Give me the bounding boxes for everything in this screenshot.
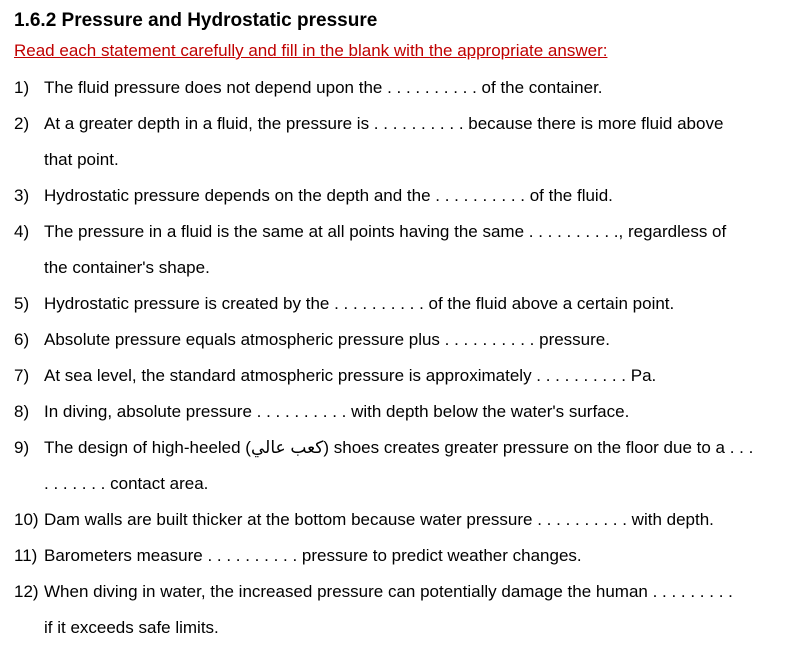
question-number: 3) <box>14 186 30 205</box>
question-text: . . . . . . . contact area. <box>44 474 209 493</box>
question-number: 12) <box>14 582 39 601</box>
question-text: At a greater depth in a fluid, the pressure is . . . . . . . . . . because there is more fluid above <box>44 114 724 133</box>
question-number: 7) <box>14 366 30 385</box>
question-number: 1) <box>14 78 30 97</box>
question-text: Barometers measure . . . . . . . . . . pressure to predict weather changes. <box>44 546 582 565</box>
question-number: 2) <box>14 114 30 133</box>
question-text: When diving in water, the increased pressure can potentially damage the human . . . . . . . . . <box>44 582 733 601</box>
question-text: Absolute pressure equals atmospheric pressure plus . . . . . . . . . . pressure. <box>44 330 610 349</box>
question-number: 6) <box>14 330 30 349</box>
question-number: 8) <box>14 402 30 421</box>
section-heading: 1.6.2 Pressure and Hydrostatic pressure <box>14 10 378 31</box>
question-text: Hydrostatic pressure depends on the depth and the . . . . . . . . . . of the fluid. <box>44 186 613 205</box>
question-text: The pressure in a fluid is the same at all points having the same . . . . . . . . . ., regardless of <box>44 222 727 241</box>
instruction-text: Read each statement carefully and fill in the blank with the appropriate answer: <box>14 41 608 60</box>
question-number: 10) <box>14 510 39 529</box>
question-text: that point. <box>44 150 119 169</box>
question-text: The design of high-heeled (كعب عالي) shoes creates greater pressure on the floor due to a . . . <box>44 438 754 457</box>
question-text: At sea level, the standard atmospheric pressure is approximately . . . . . . . . . . Pa. <box>44 366 657 385</box>
question-number: 4) <box>14 222 30 241</box>
question-text: The fluid pressure does not depend upon the . . . . . . . . . . of the container. <box>44 78 603 97</box>
question-text: the container's shape. <box>44 258 210 277</box>
question-text: Dam walls are built thicker at the bottom because water pressure . . . . . . . . . . with depth. <box>44 510 714 529</box>
question-text: In diving, absolute pressure . . . . . . . . . . with depth below the water's surface. <box>44 402 630 421</box>
question-text: if it exceeds safe limits. <box>44 618 219 637</box>
question-number: 11) <box>14 546 38 565</box>
question-number: 5) <box>14 294 30 313</box>
question-number: 9) <box>14 438 30 457</box>
question-text: Hydrostatic pressure is created by the . . . . . . . . . . of the fluid above a certain point. <box>44 294 675 313</box>
